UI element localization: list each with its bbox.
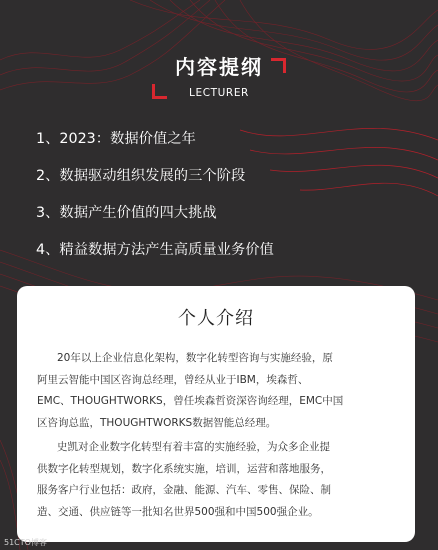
agenda-list — [36, 124, 274, 272]
bio-line: 史凯对企业数字化转型有着丰富的实施经验，为众多企业提 — [57, 440, 330, 453]
agenda-item: 3、数据产生价值的四大挑战 — [36, 205, 217, 221]
page-subtitle: LECTURER — [189, 87, 249, 99]
page-title: 内容提纲 — [175, 55, 263, 79]
bio-line: 服务客户行业包括：政府，金融、能源、汽车、零售、保险、制 — [37, 484, 331, 497]
bio-paragraph — [37, 437, 399, 524]
bio-line: 区咨询总监，THOUGHTWORKS数据智能总经理。 — [37, 417, 277, 430]
agenda-item: 4、精益数据方法产生高质量业务价值 — [36, 242, 274, 258]
agenda-item: 2、数据驱动组织发展的三个阶段 — [36, 168, 246, 184]
bio-paragraph — [37, 348, 399, 435]
profile-card — [17, 286, 415, 542]
corner-bracket-top-right — [271, 58, 286, 73]
profile-card-title: 个人介绍 — [178, 308, 254, 329]
agenda-item: 1、2023：数据价值之年 — [36, 131, 196, 147]
watermark-text: 51CTO博客 — [4, 538, 47, 547]
bio-line: EMC、THOUGHTWORKS，曾任埃森哲资深咨询经理，EMC中国 — [37, 395, 344, 408]
bio-line: 供数字化转型规划，数字化系统实施，培训，运营和落地服务， — [37, 462, 331, 475]
section-heading — [0, 54, 438, 80]
bio-line: 造、交通、供应链等一批知名世界500强和中国500强企业。 — [37, 505, 319, 518]
profile-bio — [37, 348, 399, 524]
bio-line: 20年以上企业信息化架构，数字化转型咨询与实施经验，原 — [57, 352, 333, 364]
bio-line: 阿里云智能中国区咨询总经理，曾经从业于IBM，埃森哲、 — [37, 373, 309, 386]
